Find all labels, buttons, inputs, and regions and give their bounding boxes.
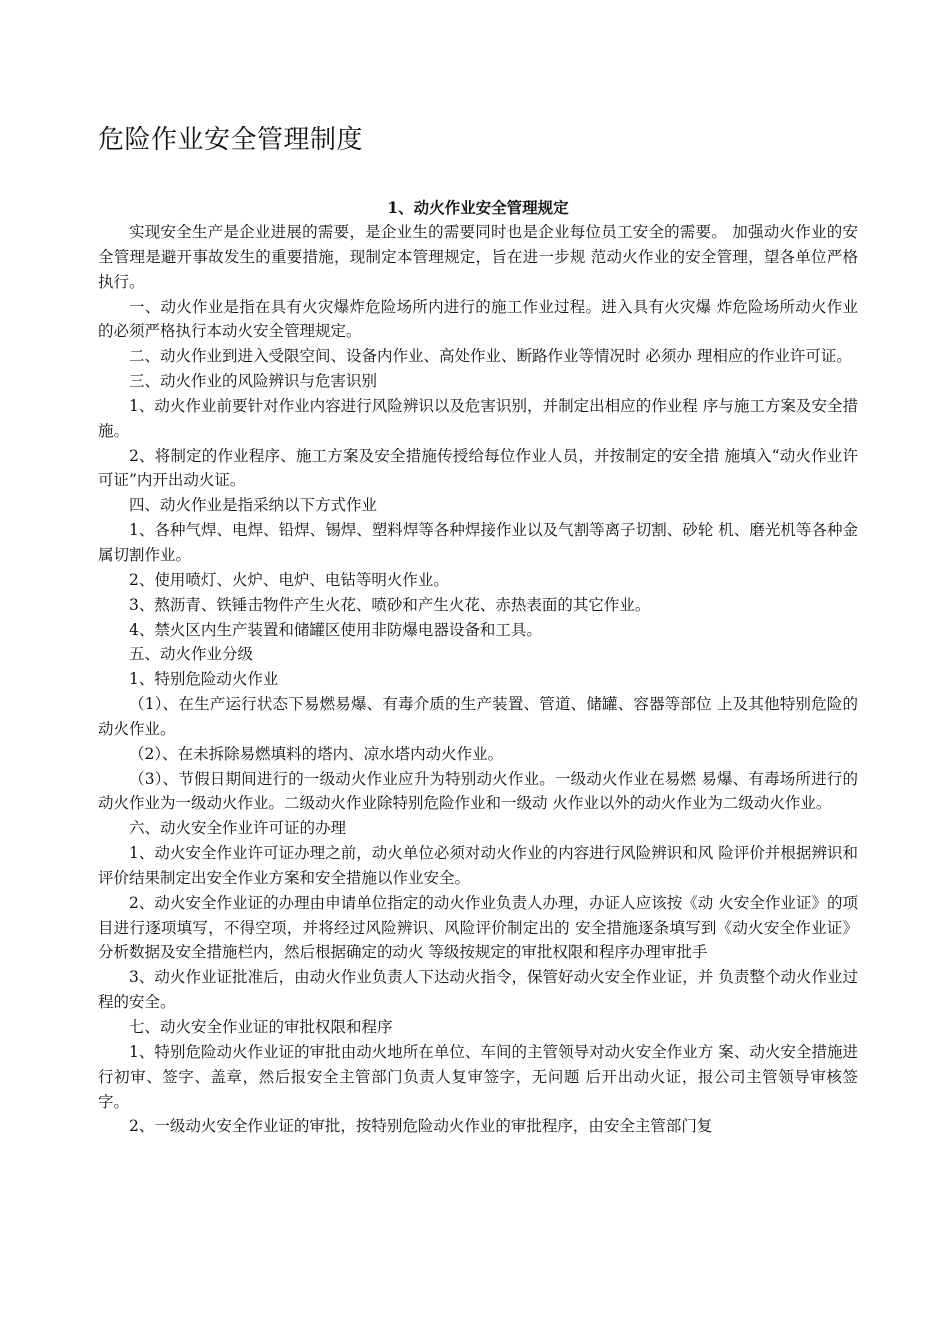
- paragraph: 2、将制定的作业程序、施工方案及安全措施传授给每位作业人员，并按制定的安全措 施填入“动火作业许可证”内开出动火证。: [98, 446, 858, 490]
- paragraph: 3、熬沥青、铁锤击物件产生火花、喷砂和产生火花、赤热表面的其它作业。: [129, 595, 651, 614]
- paragraph: 实现安全生产是企业进展的需要，是企业生的需要同时也是企业每位员工安全的需要。 加强动火作业的安全管理是避开事故发生的重要措施，现制定本管理规定，旨在进一步规 范动火作业的安全管理，望各单位严格执行。: [98, 223, 858, 291]
- paragraph: （1）、在生产运行状态下易燃易爆、有毒介质的生产装置、管道、储罐、容器等部位 上及其他特别危险的动火作业。: [98, 695, 858, 738]
- paragraph: 3、动火作业证批准后，由动火作业负责人下达动火指令，保管好动火安全作业证，并 负责整个动火作业过程的安全。: [98, 968, 858, 1012]
- paragraph: （3）、节假日期间进行的一级动火作业应升为特别动火作业。一级动火作业在易燃 易爆、有毒场所进行的动火作业为一级动火作业。二级动火作业除特别危险作业和一级动 火作业以外的动火作业为二级动火作业。: [98, 769, 858, 813]
- paragraph: 1、特别危险动火作业: [129, 670, 279, 689]
- paragraph: 2、动火安全作业证的办理由申请单位指定的动火作业负责人办理，办证人应该按《动 火安全作业证》的项目进行逐项填写，不得空项，并将经过风险辨识、风险评价制定出的 安全措施逐条填写到《动火安全作业证》分析数据及安全措施栏内，然后根据确定的动火 等级按规定的审批权限和程序办理审批手: [98, 893, 858, 962]
- paragraph: 五、动火作业分级: [129, 645, 254, 664]
- paragraph: （2）、在未拆除易燃填料的塔内、凉水塔内动火作业。: [129, 744, 504, 763]
- paragraph: 七、动火安全作业证的审批权限和程序: [129, 1018, 393, 1036]
- paragraph: 1、各种气焊、电焊、铅焊、锡焊、塑料焊等各种焊接作业以及气割等离子切割、砂轮 机、磨光机等各种金属切割作业。: [98, 521, 858, 564]
- paragraph: 2、一级动火安全作业证的审批，按特别危险动火作业的审批程序，由安全主管部门复: [129, 1117, 713, 1136]
- paragraph: 六、动火安全作业许可证的办理: [129, 819, 347, 838]
- paragraph: 三、动火作业的风险辨识与危害识别: [129, 372, 378, 391]
- paragraph: 四、动火作业是指采纳以下方式作业: [129, 496, 378, 515]
- paragraph: 一、动火作业是指在具有火灾爆炸危险场所内进行的施工作业过程。进入具有火灾爆 炸危险场所动火作业的必须严格执行本动火安全管理规定。: [98, 297, 858, 341]
- page-title: 危险作业安全管理制度: [98, 125, 364, 155]
- paragraph: 2、使用喷灯、火炉、电炉、电钻等明火作业。: [129, 570, 449, 589]
- paragraph: 1、动火作业前要针对作业内容进行风险辨识以及危害识别，并制定出相应的作业程 序与施工方案及安全措施。: [98, 396, 858, 440]
- section-heading: 1、动火作业安全管理规定: [387, 198, 569, 217]
- paragraph: 4、禁火区内生产装置和储罐区使用非防爆电器设备和工具。: [129, 620, 542, 639]
- paragraph: 1、动火安全作业许可证办理之前，动火单位必须对动火作业的内容进行风险辨识和风 险评价并根据辨识和评价结果制定出安全作业方案和安全措施以作业安全。: [98, 844, 858, 887]
- document-body: [98, 220, 858, 1139]
- paragraph: 二、动火作业到进入受限空间、设备内作业、高处作业、断路作业等情况时 必须办 理相应的作业许可证。: [129, 347, 852, 366]
- paragraph: 1、特别危险动火作业证的审批由动火地所在单位、车间的主管领导对动火安全作业方 案、动火安全措施进行初审、签字、盖章，然后报安全主管部门负责人复审签字，无问题 后开出动火证，报公司主管领导审核签字。: [98, 1042, 858, 1111]
